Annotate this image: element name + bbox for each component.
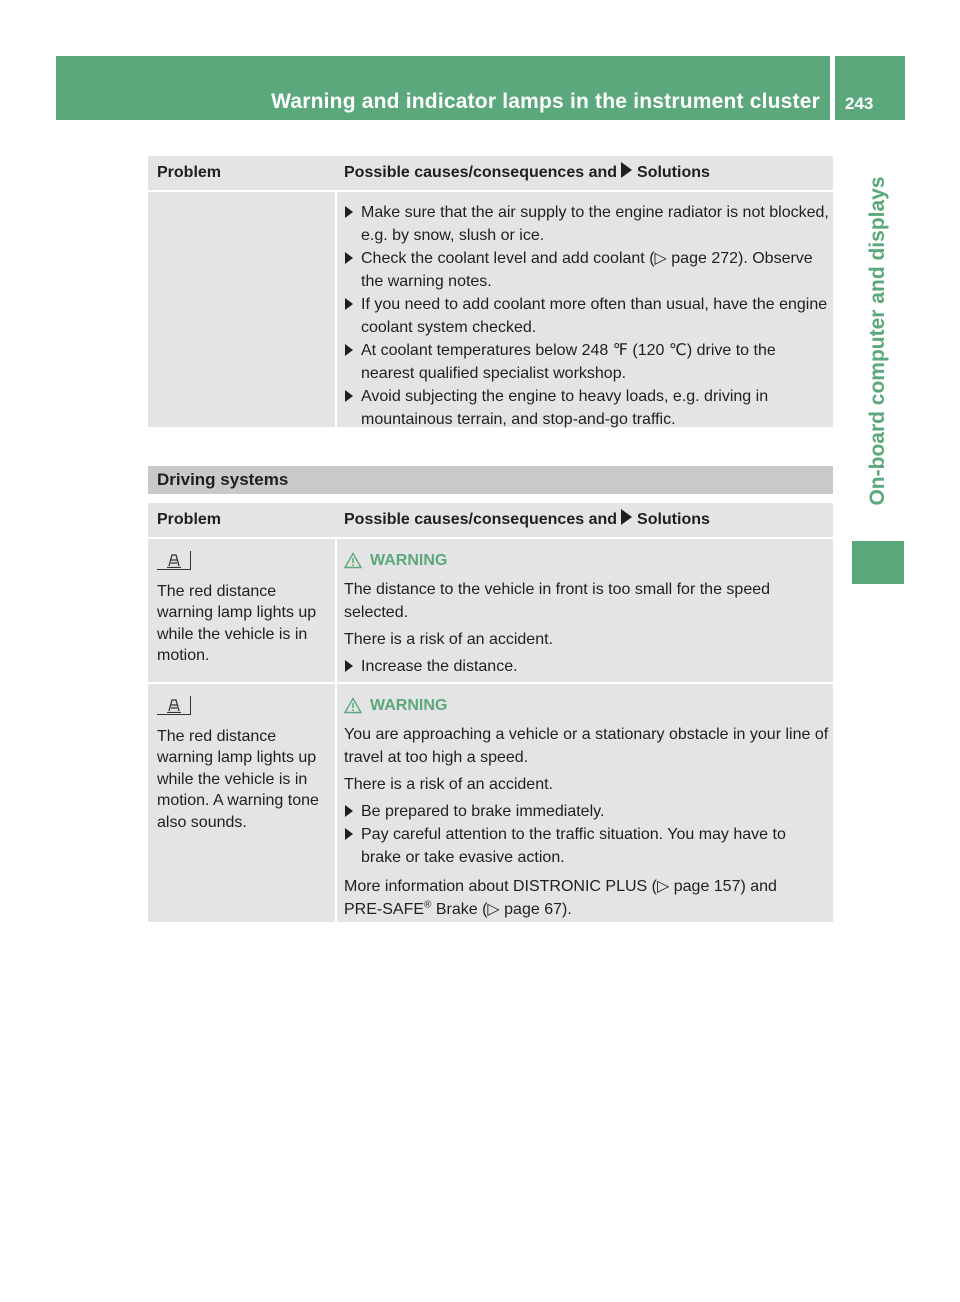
warning-heading — [344, 694, 829, 717]
col-solutions-prefix: Possible causes/consequences and — [344, 511, 618, 528]
list-item: Increase the distance. — [344, 655, 829, 678]
warning-text: You are approaching a vehicle or a stationary obstacle in your line of travel at too high a speed. — [344, 726, 829, 766]
distance-warning-lamp-icon — [157, 551, 191, 570]
risk-text: There is a risk of an accident. — [344, 776, 553, 793]
warning-label: WARNING — [370, 552, 448, 569]
page-number: 243 — [845, 94, 874, 113]
list-item: Be prepared to brake immediately. — [344, 800, 829, 823]
list-item: Check the coolant level and add coolant (▷ page 272). Observe the warning notes. — [344, 247, 829, 293]
arrow-right-icon — [345, 660, 353, 672]
registered-mark: ® — [424, 899, 432, 911]
warning-triangle-icon — [344, 697, 362, 714]
warning-triangle-icon — [344, 552, 362, 569]
problem-text: The red distance warning lamp lights up while the vehicle is in motion. — [157, 582, 317, 664]
pre-safe-label: PRE-SAFE — [344, 901, 425, 918]
arrow-right-icon — [621, 509, 632, 525]
problem-cell — [148, 192, 335, 427]
col-problem-header: Problem — [157, 511, 222, 528]
arrow-right-icon — [345, 828, 353, 840]
col-solutions-suffix: Solutions — [637, 511, 710, 528]
col-solutions-header — [335, 156, 833, 190]
solutions-cell — [335, 192, 833, 427]
warning-text: The distance to the vehicle in front is too small for the speed selected. — [344, 581, 771, 621]
side-tab-label: On-board computer and displays — [866, 176, 889, 506]
arrow-right-icon — [345, 805, 353, 817]
solutions-cell — [335, 539, 833, 682]
problem-cell — [148, 684, 335, 922]
warning-label: WARNING — [370, 697, 448, 714]
arrow-right-icon — [345, 298, 353, 310]
solutions-cell — [335, 684, 833, 922]
table-row — [148, 682, 833, 922]
header-bar — [56, 56, 830, 120]
side-tab — [852, 146, 904, 536]
problem-text: The red distance warning lamp lights up while the vehicle is in motion. A warning tone also sounds. — [157, 727, 319, 831]
more-info-text — [344, 875, 829, 921]
section-heading: Driving systems — [148, 466, 833, 494]
arrow-right-icon — [621, 162, 632, 178]
list-item: If you need to add coolant more often than usual, have the engine coolant system checked. — [344, 293, 829, 339]
more-info-line1: More information about DISTRONIC PLUS (▷ page 157) and — [344, 878, 777, 895]
table-header — [148, 503, 833, 537]
col-problem-header: Problem — [157, 164, 222, 181]
page-number-box — [835, 56, 905, 120]
coolant-table — [148, 156, 833, 427]
list-item: Pay careful attention to the traffic situation. You may have to brake or take evasive action. — [344, 823, 829, 869]
list-item: Avoid subjecting the engine to heavy loads, e.g. driving in mountainous terrain, and stop-and-go traffic. — [344, 385, 829, 431]
arrow-right-icon — [345, 252, 353, 264]
arrow-right-icon — [345, 344, 353, 356]
table-row — [148, 190, 833, 427]
col-solutions-suffix: Solutions — [637, 164, 710, 181]
list-item: At coolant temperatures below 248 ℉ (120 ℃) drive to the nearest qualified specialist workshop. — [344, 339, 829, 385]
side-tab-marker — [852, 541, 904, 584]
col-solutions-prefix: Possible causes/consequences and — [344, 164, 618, 181]
distance-warning-lamp-icon — [157, 696, 191, 715]
warning-heading — [344, 549, 829, 572]
driving-systems-table — [148, 503, 833, 922]
brake-page-ref: Brake (▷ page 67). — [431, 901, 572, 918]
list-item: Make sure that the air supply to the engine radiator is not blocked, e.g. by snow, slush or ice. — [344, 201, 829, 247]
page-title: Warning and indicator lamps in the instrument cluster — [271, 90, 820, 113]
risk-text: There is a risk of an accident. — [344, 631, 553, 648]
problem-cell — [148, 539, 335, 682]
col-solutions-header — [335, 503, 833, 537]
arrow-right-icon — [345, 390, 353, 402]
arrow-right-icon — [345, 206, 353, 218]
table-header — [148, 156, 833, 190]
table-row — [148, 537, 833, 682]
